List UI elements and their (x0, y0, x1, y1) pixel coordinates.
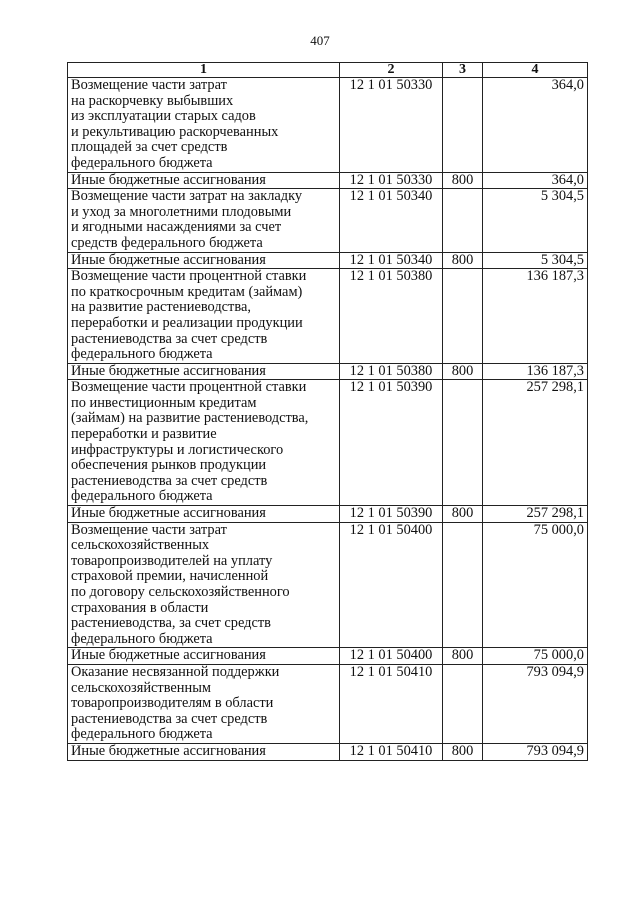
row-amount-cell: 5 304,5 (483, 189, 588, 252)
row-code-cell: 12 1 01 50410 (340, 743, 443, 760)
row-amount-cell: 364,0 (483, 78, 588, 173)
column-header-3: 3 (443, 63, 483, 78)
row-expense-type-cell (443, 522, 483, 648)
column-header-1: 1 (68, 63, 340, 78)
row-name-cell: Возмещение части процентной ставки по инвестиционным кредитам (займам) на развитие растениеводства, переработки и развитие инфраструктуры и логистического обеспечения рынков продукции растениеводства за счет средств федерального бюджета (68, 380, 340, 506)
row-expense-type-cell: 800 (443, 363, 483, 380)
table-row (68, 252, 588, 269)
row-name-cell: Оказание несвязанной поддержки сельскохозяйственным товаропроизводителям в области растениеводства за счет средств федерального бюджета (68, 664, 340, 743)
table-body (68, 78, 588, 761)
row-name-cell: Иные бюджетные ассигнования (68, 506, 340, 523)
row-expense-type-cell: 800 (443, 172, 483, 189)
row-name-cell: Возмещение части затрат на раскорчевку выбывших из эксплуатации старых садов и рекультивацию раскорчеванных площадей за счет средств федерального бюджета (68, 78, 340, 173)
table-row (68, 522, 588, 648)
page-number: 407 (310, 33, 330, 48)
row-amount-cell: 75 000,0 (483, 522, 588, 648)
row-name-cell: Иные бюджетные ассигнования (68, 648, 340, 665)
row-name-cell: Иные бюджетные ассигнования (68, 743, 340, 760)
row-code-cell: 12 1 01 50330 (340, 172, 443, 189)
table-header-row (68, 63, 588, 78)
table-row (68, 664, 588, 743)
row-amount-cell: 75 000,0 (483, 648, 588, 665)
row-code-cell: 12 1 01 50390 (340, 380, 443, 506)
table-row (68, 269, 588, 364)
row-code-cell: 12 1 01 50330 (340, 78, 443, 173)
table-row (68, 743, 588, 760)
row-amount-cell: 257 298,1 (483, 380, 588, 506)
table-row (68, 172, 588, 189)
row-amount-cell: 364,0 (483, 172, 588, 189)
row-expense-type-cell (443, 664, 483, 743)
row-code-cell: 12 1 01 50380 (340, 363, 443, 380)
row-amount-cell: 793 094,9 (483, 743, 588, 760)
table-row (68, 506, 588, 523)
table-row (68, 648, 588, 665)
row-amount-cell: 136 187,3 (483, 269, 588, 364)
budget-table (67, 62, 588, 761)
row-code-cell: 12 1 01 50400 (340, 522, 443, 648)
row-expense-type-cell (443, 189, 483, 252)
row-amount-cell: 136 187,3 (483, 363, 588, 380)
row-amount-cell: 793 094,9 (483, 664, 588, 743)
row-expense-type-cell: 800 (443, 506, 483, 523)
row-name-cell: Иные бюджетные ассигнования (68, 172, 340, 189)
row-expense-type-cell: 800 (443, 648, 483, 665)
row-code-cell: 12 1 01 50410 (340, 664, 443, 743)
row-code-cell: 12 1 01 50400 (340, 648, 443, 665)
table-row (68, 78, 588, 173)
row-name-cell: Возмещение части затрат на закладку и уход за многолетними плодовыми и ягодными насаждениями за счет средств федерального бюджета (68, 189, 340, 252)
row-code-cell: 12 1 01 50390 (340, 506, 443, 523)
row-name-cell: Иные бюджетные ассигнования (68, 252, 340, 269)
row-code-cell: 12 1 01 50340 (340, 189, 443, 252)
row-code-cell: 12 1 01 50340 (340, 252, 443, 269)
row-code-cell: 12 1 01 50380 (340, 269, 443, 364)
row-name-cell: Иные бюджетные ассигнования (68, 363, 340, 380)
row-expense-type-cell: 800 (443, 743, 483, 760)
column-header-2: 2 (340, 63, 443, 78)
column-header-4: 4 (483, 63, 588, 78)
row-expense-type-cell (443, 269, 483, 364)
table-row (68, 189, 588, 252)
row-expense-type-cell: 800 (443, 252, 483, 269)
row-amount-cell: 5 304,5 (483, 252, 588, 269)
row-amount-cell: 257 298,1 (483, 506, 588, 523)
row-expense-type-cell (443, 380, 483, 506)
table-row (68, 380, 588, 506)
table-row (68, 363, 588, 380)
row-name-cell: Возмещение части затрат сельскохозяйственных товаропроизводителей на уплату страховой премии, начисленной по договору сельскохозяйственного страхования в области растениеводства, за счет средств федерального бюджета (68, 522, 340, 648)
row-expense-type-cell (443, 78, 483, 173)
row-name-cell: Возмещение части процентной ставки по краткосрочным кредитам (займам) на развитие растениеводства, переработки и реализации продукции растениеводства за счет средств федерального бюджета (68, 269, 340, 364)
